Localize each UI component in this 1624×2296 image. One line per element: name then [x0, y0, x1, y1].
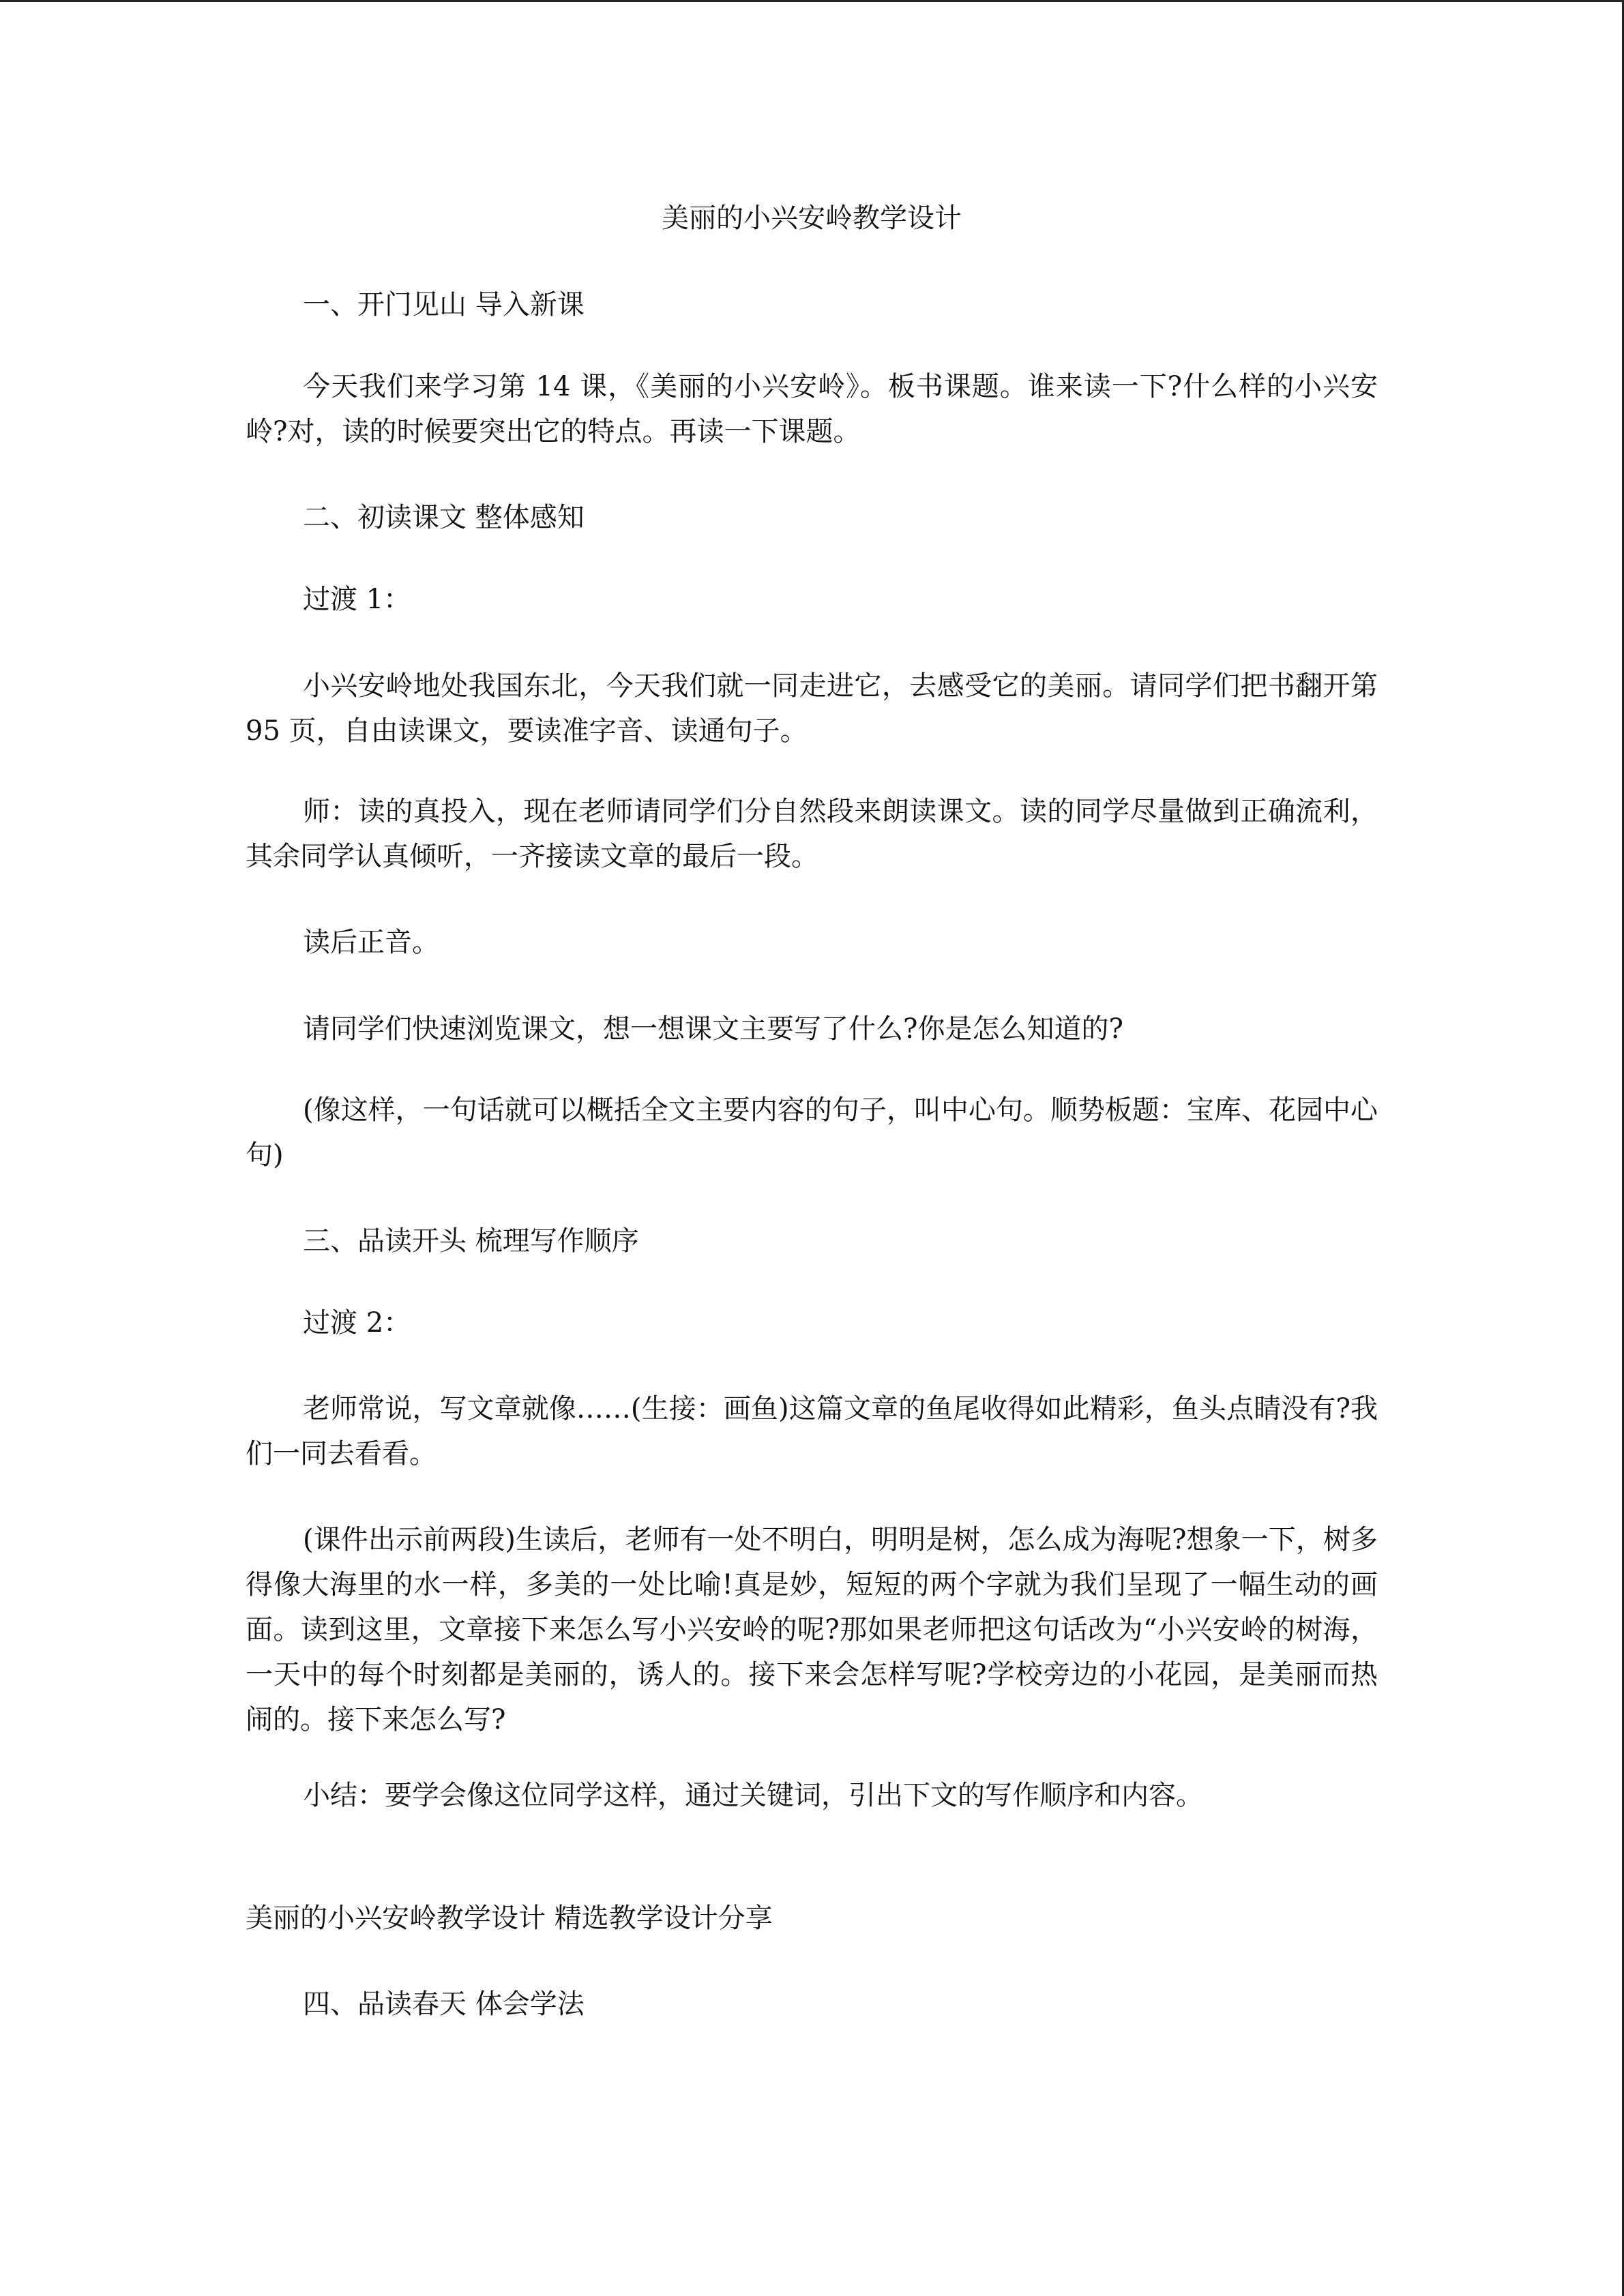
section-heading-4: 四、品读春天 体会学法: [303, 1988, 585, 2020]
paragraph-summary: 小结：要学会像这位同学这样，通过关键词，引出下文的写作顺序和内容。: [303, 1780, 1203, 1811]
paragraph-fish-analogy: 老师常说，写文章就像……(生接：画鱼)这篇文章的鱼尾收得如此精彩，鱼头点睛没有?我们一同去看看。: [246, 1393, 1378, 1470]
section-heading-2: 二、初读课文 整体感知: [303, 502, 585, 533]
section-heading-3: 三、品读开头 梳理写作顺序: [303, 1225, 639, 1257]
paragraph-pronunciation: 读后正音。: [303, 927, 439, 958]
paragraph-courseware: (课件出示前两段)生读后，老师有一处不明白，明明是树，怎么成为海呢?想象一下，树多得像大海里的水一样，多美的一处比喻!真是妙，短短的两个字就为我们呈现了一幅生动的画面。读到这里，文章接下来怎么写小兴安岭的呢?那如果老师把这句话改为“小兴安岭的树海，一天中的每个时刻都是美丽的，诱人的。接下来会怎样写呢?学校旁边的小花园，是美丽而热闹的。接下来怎么写?: [246, 1524, 1378, 1735]
paragraph-first-reading: 小兴安岭地处我国东北，今天我们就一同走进它，去感受它的美丽。请同学们把书翻开第 95 页，自由读课文，要读准字音、读通句子。: [246, 670, 1378, 747]
document-subtitle: 美丽的小兴安岭教学设计 精选教学设计分享: [246, 1903, 773, 1934]
section-heading-1: 一、开门见山 导入新课: [303, 289, 585, 320]
paragraph-intro: 今天我们来学习第 14 课，《美丽的小兴安岭》。板书课题。谁来读一下?什么样的小兴安岭?对，读的时候要突出它的特点。再读一下课题。: [246, 371, 1378, 447]
transition-1: 过渡 1：: [303, 584, 411, 615]
document-title: 美丽的小兴安岭教学设计: [662, 203, 962, 234]
paragraph-browse: 请同学们快速浏览课文，想一想课文主要写了什么?你是怎么知道的?: [303, 1013, 1123, 1045]
page-border-top: [0, 0, 1624, 2]
paragraph-teacher-reading: 师：读的真投入，现在老师请同学们分自然段来朗读课文。读的同学尽量做到正确流利，其余同学认真倾听，一齐接读文章的最后一段。: [246, 796, 1378, 872]
transition-2: 过渡 2：: [303, 1307, 411, 1339]
paragraph-central-sentence: (像这样，一句话就可以概括全文主要内容的句子，叫中心句。顺势板题：宝库、花园中心句): [246, 1094, 1378, 1171]
